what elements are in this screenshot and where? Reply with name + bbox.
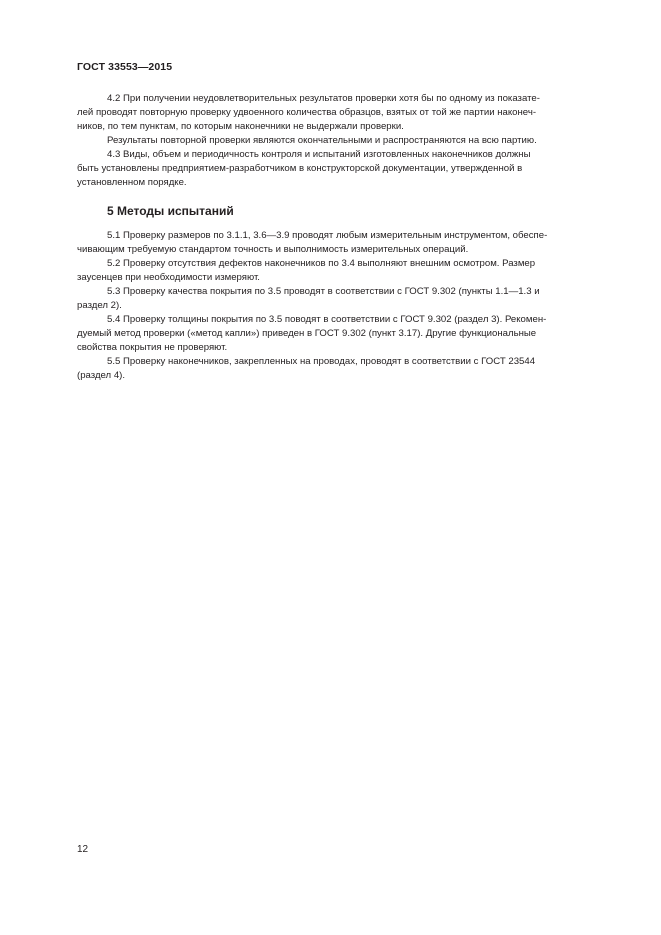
paragraph-5-3: 5.3 Проверку качества покрытия по 3.5 проводят в соответствии с ГОСТ 9.302 (пункты 1.1—1.3 и раздел 2).	[77, 286, 540, 311]
paragraph-5-2: 5.2 Проверку отсутствия дефектов наконечников по 3.4 выполняют внешним осмотром. Размер заусенцев при необходимости измеряют.	[77, 258, 536, 283]
paragraph-4-2-results: Результаты повторной проверки являются окончательными и распространяются на всю партию.	[107, 135, 537, 146]
paragraph-5-1: 5.1 Проверку размеров по 3.1.1, 3.6—3.9 проводят любым измерительным инструментом, обеспе- чивающим требуемую стандартом точность и выполнимость измерительных операций.	[77, 230, 548, 255]
paragraph-4-2: 4.2 При получении неудовлетворительных результатов проверки хотя бы по одному из показате- лей проводят повторную проверку удвоенного количества образцов, взятых от той же партии наконеч- ников, по тем пунктам, по которым наконечники не выдержали проверки.	[77, 93, 540, 132]
section-heading-5: 5 Методы испытаний	[107, 204, 234, 218]
paragraph-5-5: 5.5 Проверку наконечников, закрепленных на проводах, проводят в соответствии с ГОСТ 23544 (раздел 4).	[77, 356, 536, 381]
document-header: ГОСТ 33553—2015	[77, 61, 173, 73]
page-content	[77, 92, 616, 383]
page-number: 12	[77, 844, 89, 855]
paragraph-4-3: 4.3 Виды, объем и периодичность контроля и испытаний изготовленных наконечников должны быть установлены предприятием-разработчиком в конструкторской документации, утвержденной в установленном порядке.	[77, 149, 531, 188]
paragraph-5-4: 5.4 Проверку толщины покрытия по 3.5 поводят в соответствии с ГОСТ 9.302 (раздел 3). Рекомен- дуемый метод проверки («метод капли») приведен в ГОСТ 9.302 (пункт 3.17). Другие функциональные свойства покрытия не проверяют.	[77, 314, 547, 353]
